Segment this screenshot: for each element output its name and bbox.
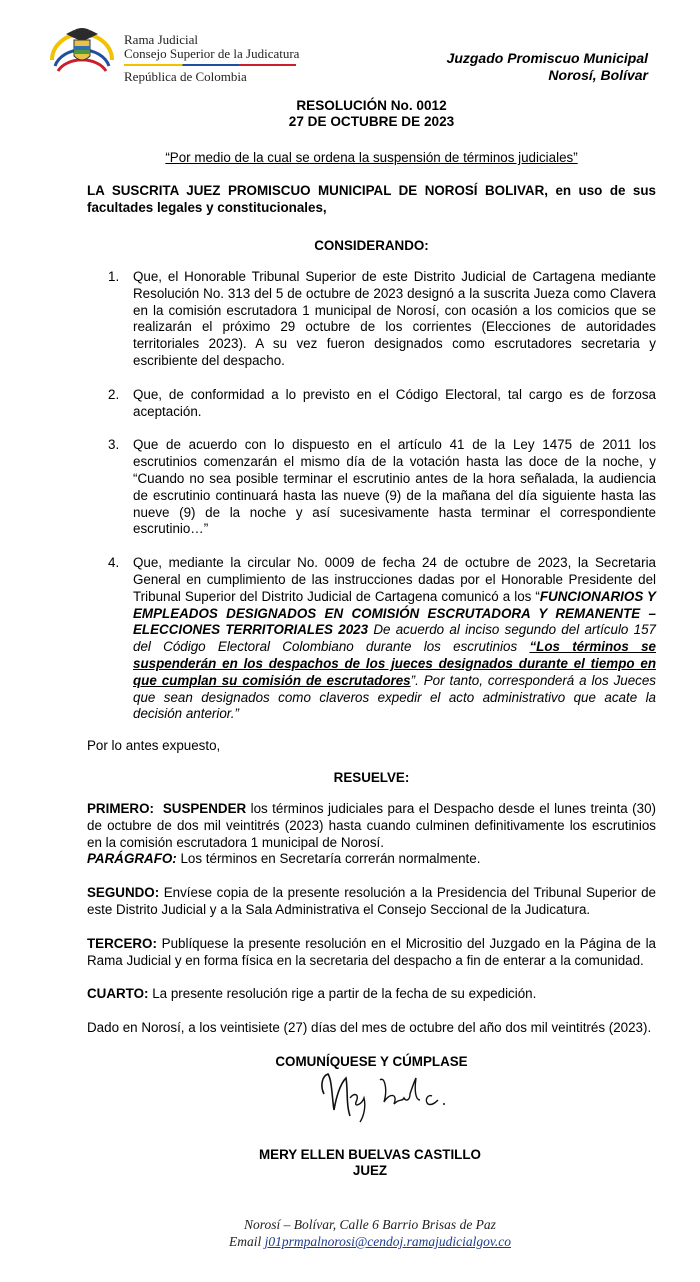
- list-item: [108, 386, 656, 421]
- list-item: [108, 437, 656, 538]
- sign-heading: COMUNÍQUESE Y CÚMPLASE: [275, 1053, 468, 1069]
- intro-bold: LA SUSCRITA JUEZ PROMISCUO MUNICIPAL DE NOROSÍ BOLIVAR,: [87, 183, 548, 198]
- article-tercero: [87, 936, 656, 970]
- resolution-number: RESOLUCIÓN No. 0012: [296, 98, 447, 113]
- footer-address: Norosí – Bolívar, Calle 6 Barrio Brisas de Paz: [244, 1217, 496, 1232]
- cuarto-label: CUARTO:: [87, 986, 149, 1002]
- item-text: Que de acuerdo con lo dispuesto en el artículo 41 de la Ley 1475 de 2011 los escrutinios comenzarán el mismo día de la votación hasta las doce de la noche, y “Cuando no sea posible terminar el escrutinio antes de la hora señalada, la audiencia de escrutinio continuará hasta las nueve (9) de la mañana del día siguiente hasta las nueve (9) de la noche y así sucesivamente hasta terminar el correspondiente escrutinio…”: [133, 437, 656, 537]
- resuelve-heading: RESUELVE:: [333, 769, 410, 785]
- letterhead: [0, 0, 700, 90]
- court-name: [447, 50, 648, 84]
- item-text-part3: De acuerdo al inciso segundo del artículo 157 del Código Electoral Colombiano durante los escrutinios: [133, 622, 656, 655]
- item-text: Que, el Honorable Tribunal Superior de este Distrito Judicial de Cartagena mediante Resolución No. 313 del 5 de octubre de 2023 designó a la suscrita Jueza como Clavera en la comisión escrutadora 1 municipal de Norosí, con ocasión a los comicios que se realizarán el próximo 29 octubre de los corrientes (Elecciones de autoridades territoriales 2023). A su vez fueron designados como escrutadores secretaria y escribiente del despacho.: [133, 269, 656, 368]
- cuarto-text: La presente resolución rige a partir de la fecha de su expedición.: [148, 986, 537, 1002]
- resolution-subject: “Por medio de la cual se ordena la suspensión de términos judiciales”: [165, 150, 578, 165]
- primero-verb: SUSPENDER: [162, 800, 247, 816]
- organization-name: [124, 33, 299, 84]
- list-item: [108, 555, 656, 723]
- article-segundo: [87, 885, 656, 919]
- handwritten-signature: [310, 1058, 460, 1128]
- tricolor-rule: [124, 64, 296, 66]
- dado-en: Dado en Norosí, a los veintisiete (27) días del mes de octubre del año dos mil veintitrés (2023).: [87, 1020, 652, 1036]
- intro-paragraph: [87, 182, 656, 216]
- item-number: 3.: [108, 437, 120, 453]
- org-line-rama: Rama Judicial: [124, 32, 199, 47]
- resolution-date: 27 DE OCTUBRE DE 2023: [288, 114, 455, 129]
- page-footer: [0, 1216, 700, 1250]
- org-line-consejo: Consejo Superior de la Judicatura: [124, 46, 300, 61]
- item-text-recipients: FUNCIONARIOS Y EMPLEADOS DESIGNADOS EN COMISIÓN ESCRUTADORA Y REMANENTE – ELECCIONES TERRITORIALES 2023: [133, 588, 656, 638]
- segundo-text: Envíese copia de la presente resolución a la Presidencia del Tribunal Superior de este Distrito Judicial y a la Sala Administrativa el Consejo Seccional de la Judicatura.: [87, 885, 656, 917]
- tercero-text: Publíquese la presente resolución en el Micrositio del Juzgado en la Página de la Rama Judicial y en forma física en la secretaria del despacho a fin de enterar a la comunidad.: [87, 935, 656, 968]
- considerando-heading: CONSIDERANDO:: [314, 238, 429, 253]
- colombia-coat-of-arms-icon: [46, 20, 118, 80]
- footer-email-link[interactable]: j01prmpalnorosi@cendoj.ramajudicialgov.co: [264, 1234, 512, 1249]
- primero-label: PRIMERO:: [87, 800, 154, 816]
- footer-email-label: Email: [228, 1234, 265, 1249]
- tercero-label: TERCERO:: [87, 935, 157, 951]
- court-line-1: Juzgado Promiscuo Municipal: [446, 50, 648, 66]
- segundo-label: SEGUNDO:: [87, 885, 160, 901]
- closing-intro: Por lo antes expuesto,: [87, 738, 221, 754]
- item-number: 4.: [108, 555, 120, 571]
- document-body: [87, 98, 656, 1069]
- signer-block: [0, 1147, 700, 1179]
- primero-text: los términos judiciales para el Despacho desde el lunes treinta (30) de octubre de dos mil veintitrés (2023) hasta cuando culminen definitivamente los escrutinios en la comisión escrutadora 1 municipal de Norosí.: [87, 800, 656, 850]
- item-text-quote: “Los términos se suspenderán en los despachos de los jueces designados durante el tiempo en que cumplan su comisión de escrutadores: [133, 639, 656, 688]
- item-text-part1: Que, mediante la circular No. 0009 de fecha 24 de octubre de 2023, la Secretaria General en cumplimiento de las instrucciones dadas por el Honorable Presidente del Tribunal Superior del Distrito Judicial de Cartagena comunicó a los “: [133, 555, 656, 604]
- signer-name: MERY ELLEN BUELVAS CASTILLO: [259, 1147, 481, 1162]
- item-text-part5: ”. Por tanto, corresponderá a los Jueces que sean designados como claveros expedir el acto administrativo que acate la decisión anterior.”: [133, 672, 656, 722]
- paragrafo: [87, 851, 656, 868]
- paragrafo-label: PARÁGRAFO:: [87, 851, 177, 867]
- intro-rest: en uso de sus facultades legales y constitucionales,: [87, 183, 657, 215]
- item-text: Que, de conformidad a lo previsto en el Código Electoral, tal cargo es de forzosa aceptación.: [133, 386, 656, 419]
- court-line-2: Norosí, Bolívar: [548, 67, 648, 83]
- item-number: 2.: [108, 386, 120, 402]
- footer-email-line: [0, 1233, 700, 1250]
- signer-role: JUEZ: [352, 1163, 388, 1178]
- considerando-list: [87, 269, 656, 723]
- item-number: 1.: [108, 269, 120, 284]
- list-item: [108, 269, 656, 370]
- article-cuarto: [87, 986, 656, 1003]
- paragrafo-text: Los términos en Secretaría correrán normalmente.: [176, 851, 481, 867]
- article-primero: [87, 801, 656, 851]
- org-line-republica: República de Colombia: [124, 69, 247, 84]
